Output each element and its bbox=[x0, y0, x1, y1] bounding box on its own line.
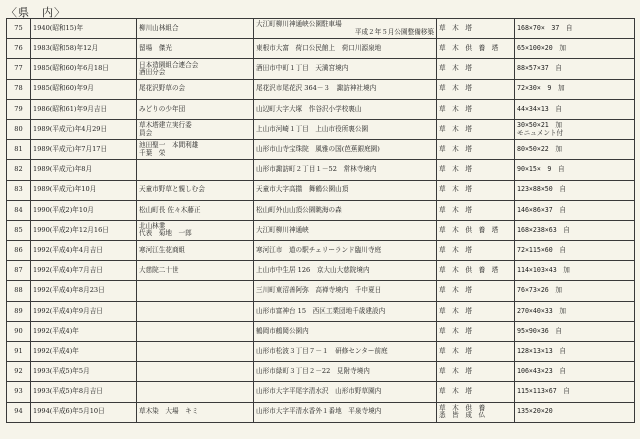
size-text: 30×50×21 加 bbox=[517, 121, 562, 130]
row-number: 90 bbox=[7, 321, 31, 341]
builder-cell bbox=[137, 281, 254, 301]
size-text: 106×43×23 自 bbox=[517, 367, 566, 376]
inscription-text: 草 木 塔 bbox=[439, 165, 472, 174]
builder-name: 千葉 栄 bbox=[139, 148, 166, 157]
location-cell bbox=[254, 180, 437, 200]
size-text: 90×15× 9 自 bbox=[517, 165, 565, 174]
location-cell bbox=[254, 382, 437, 402]
inscription-text: 草 木 塔 bbox=[439, 306, 472, 315]
builder-cell bbox=[137, 402, 254, 422]
size-cell bbox=[515, 79, 635, 99]
erection-date: 1940(昭和15)年 bbox=[31, 19, 137, 39]
inscription-text: 草 木 供 養 塔 bbox=[439, 225, 499, 234]
erection-date: 1989(平成元)年8月 bbox=[31, 160, 137, 180]
erection-date: 1992(平成4)年8月23日 bbox=[31, 281, 137, 301]
location-cell bbox=[254, 140, 437, 160]
page-heading: 〈県 内〉 bbox=[6, 6, 66, 19]
size-cell bbox=[515, 261, 635, 281]
size-cell bbox=[515, 402, 635, 422]
size-note: モニュメント付 bbox=[517, 128, 564, 137]
row-number: 91 bbox=[7, 342, 31, 362]
inscription-text: 草 木 塔 bbox=[439, 185, 472, 194]
location-text: 山形市諏訪町２丁目１－52 常林寺境内 bbox=[256, 165, 377, 174]
location-text: 尾花沢市尾花沢 364－３ 諏訪神社境内 bbox=[256, 84, 377, 93]
location-cell bbox=[254, 160, 437, 180]
size-cell bbox=[515, 140, 635, 160]
inscription-text: 草 木 塔 bbox=[439, 205, 472, 214]
row-number: 88 bbox=[7, 281, 31, 301]
row-number: 80 bbox=[7, 119, 31, 139]
size-cell bbox=[515, 342, 635, 362]
location-text: 松山町外山山頂公園眺海の森 bbox=[256, 205, 342, 214]
size-cell bbox=[515, 39, 635, 59]
location-cell bbox=[254, 301, 437, 321]
builder-cell bbox=[137, 160, 254, 180]
size-text: 76×73×26 加 bbox=[517, 286, 562, 295]
erection-date: 1992(平成4)年7月吉日 bbox=[31, 261, 137, 281]
builder-cell bbox=[137, 200, 254, 220]
location-text: 上山市中生居 126 京大山大慈院境内 bbox=[256, 266, 370, 275]
size-text: 115×113×67 自 bbox=[517, 387, 570, 396]
location-text: 山形市大字平尾字清水沢 山形市野草園内 bbox=[256, 387, 382, 396]
row-number: 77 bbox=[7, 59, 31, 79]
table-row bbox=[7, 200, 635, 220]
builder-name: 員会 bbox=[139, 128, 153, 137]
size-cell bbox=[515, 281, 635, 301]
builder-cell bbox=[137, 119, 254, 139]
size-cell bbox=[515, 59, 635, 79]
row-number: 75 bbox=[7, 19, 31, 39]
location-text: 大江町柳川神通峡公園駐車場 bbox=[256, 20, 342, 29]
size-text: 72×115×60 自 bbox=[517, 245, 566, 254]
erection-date: 1989(平成元)年7月17日 bbox=[31, 140, 137, 160]
inscription-text: 草 木 塔 bbox=[439, 367, 472, 376]
size-cell bbox=[515, 99, 635, 119]
builder-name: 松山町長 佐々木藤正 bbox=[139, 205, 201, 214]
erection-date: 1983(昭和58)年12月 bbox=[31, 39, 137, 59]
location-cell bbox=[254, 39, 437, 59]
inscription-cell bbox=[437, 200, 515, 220]
builder-cell bbox=[137, 180, 254, 200]
table-row bbox=[7, 19, 635, 39]
inscription-cell bbox=[437, 220, 515, 240]
inscription-cell bbox=[437, 402, 515, 422]
inscription-cell bbox=[437, 180, 515, 200]
table-row bbox=[7, 39, 635, 59]
row-number: 85 bbox=[7, 220, 31, 240]
size-text: 44×34×13 自 bbox=[517, 104, 562, 113]
inscription-text: 草 木 塔 bbox=[439, 245, 472, 254]
size-cell bbox=[515, 382, 635, 402]
size-text: 146×86×37 自 bbox=[517, 205, 566, 214]
inscription-cell bbox=[437, 19, 515, 39]
location-cell bbox=[254, 241, 437, 261]
erection-date: 1986(昭和61)年9月吉日 bbox=[31, 99, 137, 119]
location-text: 鶴岡市鶴岡公園内 bbox=[256, 326, 309, 335]
location-text: 上山市河崎１丁目 上山市役所裏公園 bbox=[256, 124, 369, 133]
size-text: 123×88×50 自 bbox=[517, 185, 566, 194]
inscription-cell bbox=[437, 281, 515, 301]
inscription-text: 草 木 塔 bbox=[439, 326, 472, 335]
inscription-text: 草 木 塔 bbox=[439, 346, 472, 355]
builder-name: 柳川山林組合 bbox=[139, 23, 179, 32]
builder-cell bbox=[137, 261, 254, 281]
builder-cell bbox=[137, 241, 254, 261]
size-text: 168×70× 37 自 bbox=[517, 23, 573, 32]
row-number: 84 bbox=[7, 200, 31, 220]
size-cell bbox=[515, 19, 635, 39]
erection-date: 1993(平成5)年8月吉日 bbox=[31, 382, 137, 402]
builder-name: みどりの少年団 bbox=[139, 104, 186, 113]
location-cell bbox=[254, 342, 437, 362]
location-text: 山形市山寺宝珠院 風雅の国(芭蕉銀庭園) bbox=[256, 145, 380, 154]
size-text: 168×238×63 自 bbox=[517, 225, 570, 234]
builder-cell bbox=[137, 362, 254, 382]
builder-cell bbox=[137, 140, 254, 160]
table-row bbox=[7, 362, 635, 382]
erection-date: 1992(平成4)年 bbox=[31, 342, 137, 362]
inscription-cell bbox=[437, 99, 515, 119]
builder-name: 代表 菊地 一郎 bbox=[139, 229, 192, 238]
table-row bbox=[7, 342, 635, 362]
erection-date: 1990(平成2)年12月16日 bbox=[31, 220, 137, 240]
inscription-text: 草 木 塔 bbox=[439, 64, 472, 73]
size-text: 80×50×22 加 bbox=[517, 145, 562, 154]
inscription-cell bbox=[437, 59, 515, 79]
location-text: 酒田市中町１丁目 天満宮境内 bbox=[256, 64, 349, 73]
location-cell bbox=[254, 220, 437, 240]
location-cell bbox=[254, 19, 437, 39]
location-cell bbox=[254, 119, 437, 139]
row-number: 83 bbox=[7, 180, 31, 200]
table-row bbox=[7, 79, 635, 99]
erection-date: 1994(平成6)年5月10日 bbox=[31, 402, 137, 422]
inscription-text-2: 悉 皆 成 仏 bbox=[439, 411, 486, 420]
size-text: 135×20×20 bbox=[517, 407, 553, 416]
builder-name: 草木染 大場 キミ bbox=[139, 407, 199, 416]
row-number: 81 bbox=[7, 140, 31, 160]
builder-cell bbox=[137, 59, 254, 79]
inscription-cell bbox=[437, 140, 515, 160]
table-row bbox=[7, 140, 635, 160]
table-row bbox=[7, 180, 635, 200]
builder-cell bbox=[137, 99, 254, 119]
location-text: 山形市富神台 15 西区工業団地千歳建設内 bbox=[256, 306, 386, 315]
size-cell bbox=[515, 160, 635, 180]
inscription-text: 草 木 塔 bbox=[439, 387, 472, 396]
row-number: 93 bbox=[7, 382, 31, 402]
builder-name: 寒河江生花商組 bbox=[139, 245, 186, 254]
table-row bbox=[7, 301, 635, 321]
row-number: 86 bbox=[7, 241, 31, 261]
inscription-cell bbox=[437, 301, 515, 321]
builder-name: 酒田分会 bbox=[139, 67, 166, 76]
inscription-cell bbox=[437, 79, 515, 99]
size-text: 88×57×37 自 bbox=[517, 64, 562, 73]
size-cell bbox=[515, 180, 635, 200]
inscription-text: 草 木 供 養 塔 bbox=[439, 44, 499, 53]
builder-cell bbox=[137, 342, 254, 362]
row-number: 94 bbox=[7, 402, 31, 422]
table-body bbox=[7, 19, 635, 423]
size-cell bbox=[515, 241, 635, 261]
location-cell bbox=[254, 281, 437, 301]
inscription-cell bbox=[437, 160, 515, 180]
erection-date: 1992(平成4)年9月吉日 bbox=[31, 301, 137, 321]
table-row bbox=[7, 99, 635, 119]
builder-cell bbox=[137, 39, 254, 59]
erection-date: 1993(平成5)年5月 bbox=[31, 362, 137, 382]
size-cell bbox=[515, 220, 635, 240]
location-cell bbox=[254, 261, 437, 281]
inscription-cell bbox=[437, 119, 515, 139]
builder-name: 天童市野草と親しむ会 bbox=[139, 185, 205, 194]
erection-date: 1992(平成4)年 bbox=[31, 321, 137, 341]
inscription-text: 草 木 塔 bbox=[439, 145, 472, 154]
table-row bbox=[7, 241, 635, 261]
size-text: 72×30× 9 加 bbox=[517, 84, 565, 93]
erection-date: 1985(昭和60)年9月 bbox=[31, 79, 137, 99]
builder-cell bbox=[137, 321, 254, 341]
location-text: 山形市緑町３丁目２－22 見附寺境内 bbox=[256, 367, 370, 376]
erection-date: 1992(平成4)年4月吉日 bbox=[31, 241, 137, 261]
builder-cell bbox=[137, 301, 254, 321]
inscription-text: 草 木 塔 bbox=[439, 84, 472, 93]
inscription-text: 草 木 塔 bbox=[439, 286, 472, 295]
builder-name: 尾花沢野草の会 bbox=[139, 84, 186, 93]
table-row bbox=[7, 59, 635, 79]
inscription-cell bbox=[437, 261, 515, 281]
table-row bbox=[7, 402, 635, 422]
builder-name: 北山林業 bbox=[139, 222, 166, 231]
table-row bbox=[7, 382, 635, 402]
table-row bbox=[7, 119, 635, 139]
location-cell bbox=[254, 200, 437, 220]
inscription-cell bbox=[437, 241, 515, 261]
inscription-cell bbox=[437, 39, 515, 59]
table-row bbox=[7, 281, 635, 301]
builder-cell bbox=[137, 79, 254, 99]
size-cell bbox=[515, 200, 635, 220]
builder-name: 留場 傑光 bbox=[139, 44, 172, 53]
location-text: 寒河江市 道の駅チェリーランド臨川寺庭 bbox=[256, 245, 382, 254]
erection-date: 1990(平成2)年10月 bbox=[31, 200, 137, 220]
location-cell bbox=[254, 79, 437, 99]
row-number: 82 bbox=[7, 160, 31, 180]
row-number: 78 bbox=[7, 79, 31, 99]
size-cell bbox=[515, 321, 635, 341]
location-text: 山辺町大字大塚 作谷沢小学校裏山 bbox=[256, 104, 362, 113]
builder-cell bbox=[137, 19, 254, 39]
row-number: 89 bbox=[7, 301, 31, 321]
builder-name: 草木塔建立実行委 bbox=[139, 121, 192, 130]
size-text: 95×90×36 自 bbox=[517, 326, 562, 335]
inscription-cell bbox=[437, 342, 515, 362]
builder-name: 池田聖一 本間利雄 bbox=[139, 141, 199, 150]
inscription-text: 草 木 塔 bbox=[439, 23, 472, 32]
builder-name: 大慈院二十世 bbox=[139, 266, 179, 275]
size-cell bbox=[515, 362, 635, 382]
table-row bbox=[7, 160, 635, 180]
size-text: 114×103×43 加 bbox=[517, 266, 570, 275]
location-cell bbox=[254, 99, 437, 119]
builder-cell bbox=[137, 382, 254, 402]
monument-table bbox=[6, 18, 635, 423]
location-cell bbox=[254, 321, 437, 341]
inscription-text: 草 木 供 養 塔 bbox=[439, 266, 499, 275]
size-cell bbox=[515, 301, 635, 321]
inscription-text: 草 木 供 養 bbox=[439, 403, 486, 412]
table-row bbox=[7, 220, 635, 240]
builder-name: 日本造園組合連合会 bbox=[139, 60, 199, 69]
builder-cell bbox=[137, 220, 254, 240]
location-text: 大江町柳川神通峡 bbox=[256, 225, 309, 234]
location-text: 天童市大字高擶 舞鶴公園山頂 bbox=[256, 185, 349, 194]
size-cell bbox=[515, 119, 635, 139]
size-text: 65×100×20 加 bbox=[517, 44, 566, 53]
size-text: 128×13×13 自 bbox=[517, 346, 566, 355]
inscription-text: 草 木 塔 bbox=[439, 124, 472, 133]
location-text: 山形市松波３丁目７－１ 研修センター前庭 bbox=[256, 346, 388, 355]
inscription-text: 草 木 塔 bbox=[439, 104, 472, 113]
location-text: 山形市大字平清水香外１番地 平泉寺境内 bbox=[256, 407, 382, 416]
inscription-cell bbox=[437, 382, 515, 402]
row-number: 76 bbox=[7, 39, 31, 59]
size-text: 270×40×33 加 bbox=[517, 306, 566, 315]
row-number: 79 bbox=[7, 99, 31, 119]
location-cell bbox=[254, 59, 437, 79]
erection-date: 1985(昭和60)年6月18日 bbox=[31, 59, 137, 79]
table-row bbox=[7, 321, 635, 341]
inscription-cell bbox=[437, 362, 515, 382]
erection-date: 1989(平成元)年4月29日 bbox=[31, 119, 137, 139]
row-number: 87 bbox=[7, 261, 31, 281]
table-row bbox=[7, 261, 635, 281]
location-text: 三川町東沼善阿弥 高禅寺境内 千申夏日 bbox=[256, 286, 382, 295]
row-number: 92 bbox=[7, 362, 31, 382]
location-cell bbox=[254, 402, 437, 422]
inscription-cell bbox=[437, 321, 515, 341]
location-text: 平成２年５月公園整備移築 bbox=[354, 27, 434, 36]
location-cell bbox=[254, 362, 437, 382]
location-text: 東根市大富 荷口公民館上 荷口川源泉地 bbox=[256, 44, 382, 53]
erection-date: 1989(平成元)年10月 bbox=[31, 180, 137, 200]
